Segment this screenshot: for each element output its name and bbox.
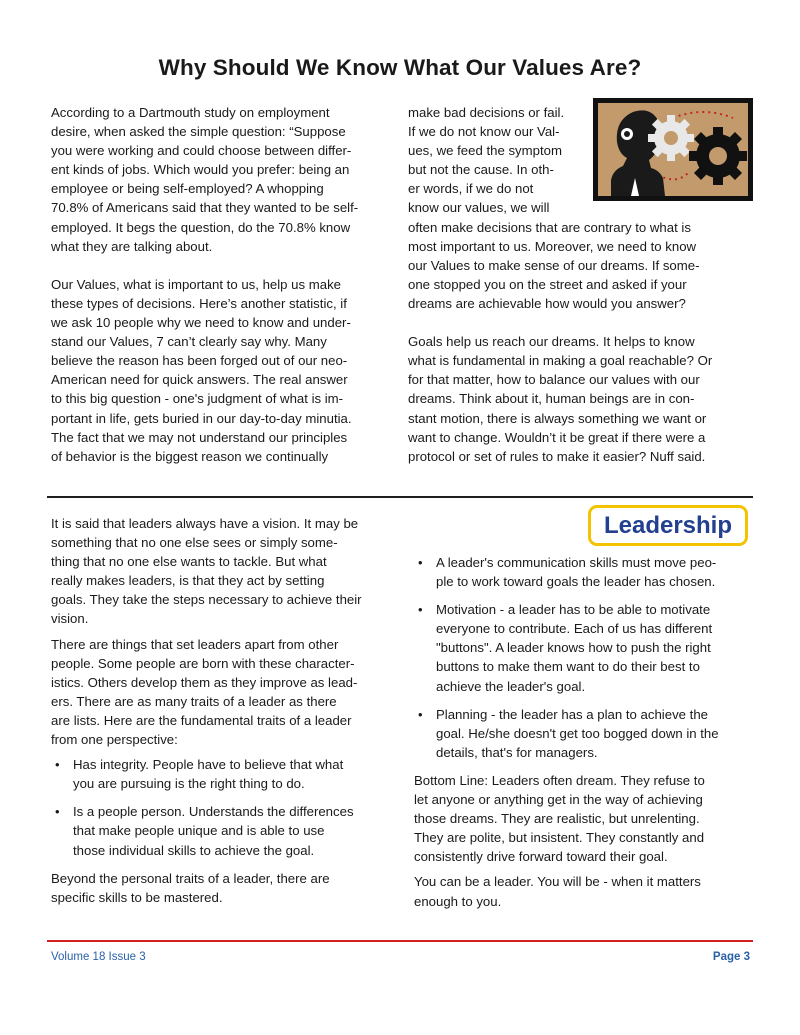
text-line: specific skills to be mastered. [51,889,223,905]
intro-left-column [51,103,391,466]
text-line: ues, we feed the symptom [408,143,562,159]
section-divider [47,496,753,498]
footer-page-number: Page 3 [712,951,750,963]
text-line: Is a people person. Understands the differences [73,804,354,820]
text-line: from one perspective: [51,732,178,748]
text-line: those dreams. They are realistic, but unrelenting. [414,811,700,827]
bullet-dot-icon: • [55,804,60,820]
text-line: They are polite, but insistent. They constantly and [414,830,705,846]
text-line: but not the cause. In oth- [408,162,554,178]
footer-volume: Volume 18 Issue 3 [51,951,146,963]
text-line: If we do not know our Val- [408,124,560,140]
bullet-item [51,802,387,859]
text-line: believe the reason has been forged out of our neo- [51,353,348,369]
text-line: Our Values, what is important to us, help us make [51,276,342,292]
intro-right-column-wide [408,218,753,466]
text-line: details, that's for managers. [436,744,598,760]
text-line: people. Some people are born with these character- [51,655,355,671]
text-line: goals. They take the steps necessary to achieve their [51,592,362,608]
text-line: employee or being self-employed? A whopping [51,181,324,197]
text-line: that make people unique and is able to use [73,823,325,839]
intro-right-column-narrow [408,103,588,218]
text-line: what they are talking about. [51,238,213,254]
text-line: The fact that we may not understand our principles [51,429,348,445]
bullet-item [414,600,750,695]
text-line: Bottom Line: Leaders often dream. They refuse to [414,772,705,788]
text-line: thing that no one else wants to tackle. But what [51,554,327,570]
text-line: you are pursuing is the right thing to do. [73,776,305,792]
text-line: enough to you. [414,893,502,909]
text-line: to this big question - one's judgment of what is im- [51,391,344,407]
bullet-dot-icon: • [418,706,423,722]
bullet-dot-icon: • [418,602,423,618]
text-line: let anyone or anything get in the way of achieving [414,792,703,808]
text-line: are lists. Here are the fundamental traits of a leader [51,712,352,728]
text-line: "buttons". A leader knows how to push the right [436,640,711,656]
text-line: one stopped you on the street and asked if your [408,276,687,292]
paragraph [414,872,750,910]
text-line: we ask 10 people why we need to know and under- [51,315,351,331]
text-line: for that matter, how to balance our values with our [408,372,700,388]
text-line: ent kinds of jobs. Which would you prefer: being an [51,162,350,178]
text-line [408,313,753,332]
text-line: stand our Values, 7 can’t clearly say why. Many [51,334,327,350]
text-line: goal. He/she doesn't get too bogged down in the [436,725,719,741]
text-line: vision. [51,611,89,627]
text-line: portant in life, gets buried in our day-to-day minutia. [51,410,352,426]
bullet-item [414,705,750,762]
text-line: protocol or set of rules to make it easier? Nuff said. [408,448,706,464]
text-line: Beyond the personal traits of a leader, there are [51,870,330,886]
text-line: American need for quick answers. The real answer [51,372,348,388]
text-line: buttons to make them want to do their best to [436,659,700,675]
page-title: Why Should We Know What Our Values Are? [158,55,642,80]
text-line: Goals help us reach our dreams. It helps to know [408,334,695,350]
text-line: Planning - the leader has a plan to achieve the [436,706,708,722]
text-line: Has integrity. People have to believe that what [73,757,344,773]
text-line: our Values to make sense of our dreams. If some- [408,257,700,273]
text-line: dreams. Think about it, human beings are in con- [408,391,695,407]
paragraph [51,869,387,907]
text-line: employed. It begs the question, do the 70.8% know [51,219,351,235]
bullet-item [414,553,750,591]
text-line: you were working and could choose between differ- [51,143,352,159]
text-line: of behavior is the biggest reason we continually [51,448,329,464]
text-line: 70.8% of Americans said that they wanted to be self- [51,200,359,216]
paragraph [51,635,387,750]
text-line: something that no one else sees or simply some- [51,535,338,551]
text-line: Motivation - a leader has to be able to motivate [436,602,711,618]
text-line: dreams are achievable how would you answer? [408,295,686,311]
footer-divider [47,940,753,942]
paragraph [414,771,750,866]
head-with-gears-icon [593,98,753,201]
text-line: achieve the leader's goal. [436,678,586,694]
text-line: want to change. Wouldn’t it be great if there were a [408,429,706,445]
text-line: consistently drive forward toward their goal. [414,849,668,865]
text-line: There are things that set leaders apart from other [51,636,339,652]
bullet-dot-icon: • [418,555,423,570]
text-line: ers. There are as many traits of a leader as there [51,693,337,709]
text-line: make bad decisions or fail. [408,105,565,120]
text-line: these types of decisions. Here’s another statistic, if [51,295,347,311]
text-line: know our values, we will [408,200,550,216]
bullet-dot-icon: • [55,757,60,773]
text-line: istics. Others develop them as they improve as lead- [51,674,358,690]
text-line: ple to work toward goals the leader has chosen. [436,574,716,590]
text-line: most important to us. Moreover, we need to know [408,238,697,254]
leadership-badge [588,505,748,546]
text-line: really makes leaders, is that they act by setting [51,573,325,589]
text-line: desire, when asked the simple question: “Suppose [51,124,346,140]
leadership-left-column [51,514,387,913]
leadership-badge-label: Leadership [603,512,733,539]
text-line: er words, if we do not [408,181,534,197]
paragraph [51,514,387,629]
text-line: stant motion, there is always something we want or [408,410,707,426]
text-line: A leader's communication skills must move peo- [436,555,717,570]
leadership-right-column [414,553,750,917]
text-line: what is fundamental in making a goal reachable? Or [408,353,713,369]
text-line: You can be a leader. You will be - when it matters [414,874,701,890]
text-line: It is said that leaders always have a vision. It may be [51,516,359,531]
text-line: everyone to contribute. Each of us has different [436,621,713,637]
text-line: often make decisions that are contrary to what is [408,219,691,235]
text-line [51,256,391,275]
text-line: According to a Dartmouth study on employment [51,105,330,120]
text-line: those individual skills to achieve the goal. [73,842,315,858]
bullet-item [51,755,387,793]
